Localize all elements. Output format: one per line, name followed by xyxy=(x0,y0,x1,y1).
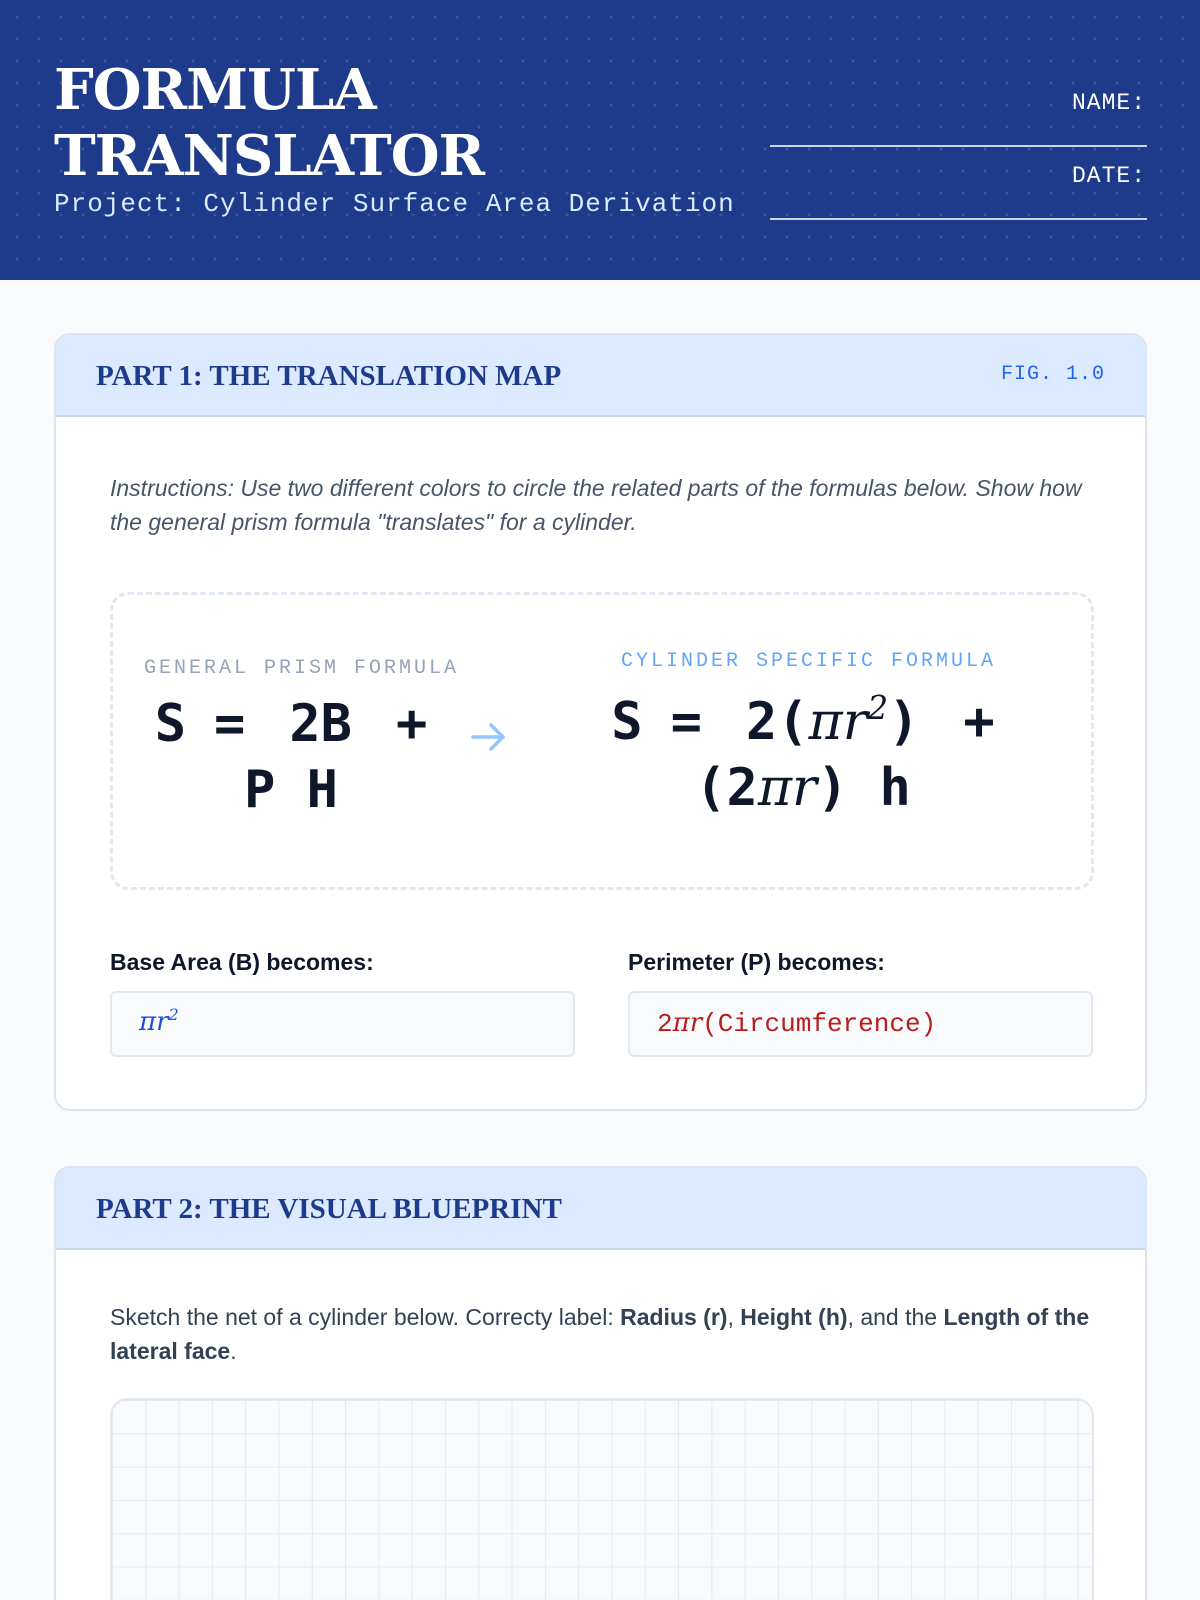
part2-header xyxy=(56,1168,1145,1250)
name-label: NAME: xyxy=(1071,90,1146,116)
cyl-r: r xyxy=(842,692,868,752)
part1-title: PART 1: THE TRANSLATION MAP xyxy=(96,360,562,392)
height-term: Height (h) xyxy=(740,1304,848,1330)
formula-plus: + xyxy=(395,694,428,754)
part1-card xyxy=(54,333,1147,1111)
per-answer-r: r xyxy=(689,1008,703,1038)
lateral-length-term: Length of the lateral face xyxy=(110,1304,1090,1364)
cyl-pi: π xyxy=(808,692,843,752)
date-field-line[interactable] xyxy=(770,218,1147,220)
cyl-close: ) xyxy=(888,692,920,752)
cyl-base-term xyxy=(746,689,920,755)
cyl-two: 2 xyxy=(726,758,758,818)
part2-card xyxy=(54,1166,1147,1600)
general-prism-formula xyxy=(121,691,461,823)
project-subtitle: Project: Cylinder Surface Area Derivation xyxy=(54,189,735,219)
cyl-formula-equals: = xyxy=(670,692,702,752)
part1-header xyxy=(56,335,1145,417)
worksheet-title-line2: TRANSLATOR xyxy=(54,123,485,189)
name-field-line[interactable] xyxy=(770,145,1147,147)
formula-p: P xyxy=(244,760,276,820)
base-answer-pi: π xyxy=(139,1007,157,1037)
base-answer-exp: 2 xyxy=(168,1005,179,1025)
cyl-open2: ( xyxy=(695,758,727,818)
formula-comparison-box xyxy=(110,592,1094,890)
cyl-lateral-term xyxy=(695,755,911,821)
part1-instructions: Instructions: Use two different colors to circle the related parts of the formulas below. Show how the general prism formula "translates" for a cylinder. xyxy=(110,475,1082,535)
formula-s: S xyxy=(154,694,187,754)
worksheet-header xyxy=(0,0,1200,280)
formula-equals: = xyxy=(214,694,246,754)
formula-two-b: 2B xyxy=(289,694,352,754)
cylinder-specific-formula xyxy=(553,689,1053,821)
perimeter-answer-field[interactable] xyxy=(628,991,1093,1057)
perimeter-answer xyxy=(657,1007,936,1039)
cyl-two-open: 2( xyxy=(745,692,809,752)
base-answer-r: r xyxy=(156,1007,169,1037)
per-answer-pi: π xyxy=(672,1008,690,1038)
worksheet-title-line1: FORMULA xyxy=(54,57,376,123)
formula-ph xyxy=(244,757,338,823)
cyl-r2: r xyxy=(792,758,817,818)
arrow-right-icon xyxy=(469,717,509,757)
part2-instr-pre: Sketch the net of a cylinder below. Correcty label: xyxy=(110,1304,621,1330)
per-answer-text: (Circumference) xyxy=(702,1009,937,1039)
base-area-label: Base Area (B) becomes: xyxy=(110,949,374,975)
perimeter-label: Perimeter (P) becomes: xyxy=(628,949,885,975)
date-label: DATE: xyxy=(1071,163,1146,189)
cyl-pi2: π xyxy=(757,758,792,818)
cyl-exponent: 2 xyxy=(867,689,889,728)
part2-sep1: , xyxy=(727,1304,741,1330)
cyl-formula-plus: + xyxy=(963,692,995,752)
base-area-answer xyxy=(139,1007,179,1037)
cylinder-formula-label: CYLINDER SPECIFIC FORMULA xyxy=(621,650,997,673)
cyl-formula-s: S xyxy=(611,692,643,752)
general-formula-label: GENERAL PRISM FORMULA xyxy=(144,657,460,680)
part2-instructions xyxy=(110,1300,1110,1368)
fig-label: FIG. 1.0 xyxy=(1000,363,1105,386)
radius-term: Radius (r) xyxy=(620,1304,728,1330)
part2-sep2: , and the xyxy=(847,1304,944,1330)
sketch-grid-area[interactable] xyxy=(110,1398,1094,1600)
cyl-close2: ) xyxy=(816,758,849,818)
part2-title: PART 2: THE VISUAL BLUEPRINT xyxy=(96,1193,562,1225)
formula-h: H xyxy=(306,760,338,820)
base-area-answer-field[interactable] xyxy=(110,991,575,1057)
cyl-h: h xyxy=(879,758,911,818)
per-answer-two: 2 xyxy=(657,1009,673,1039)
part2-end: . xyxy=(230,1338,237,1364)
